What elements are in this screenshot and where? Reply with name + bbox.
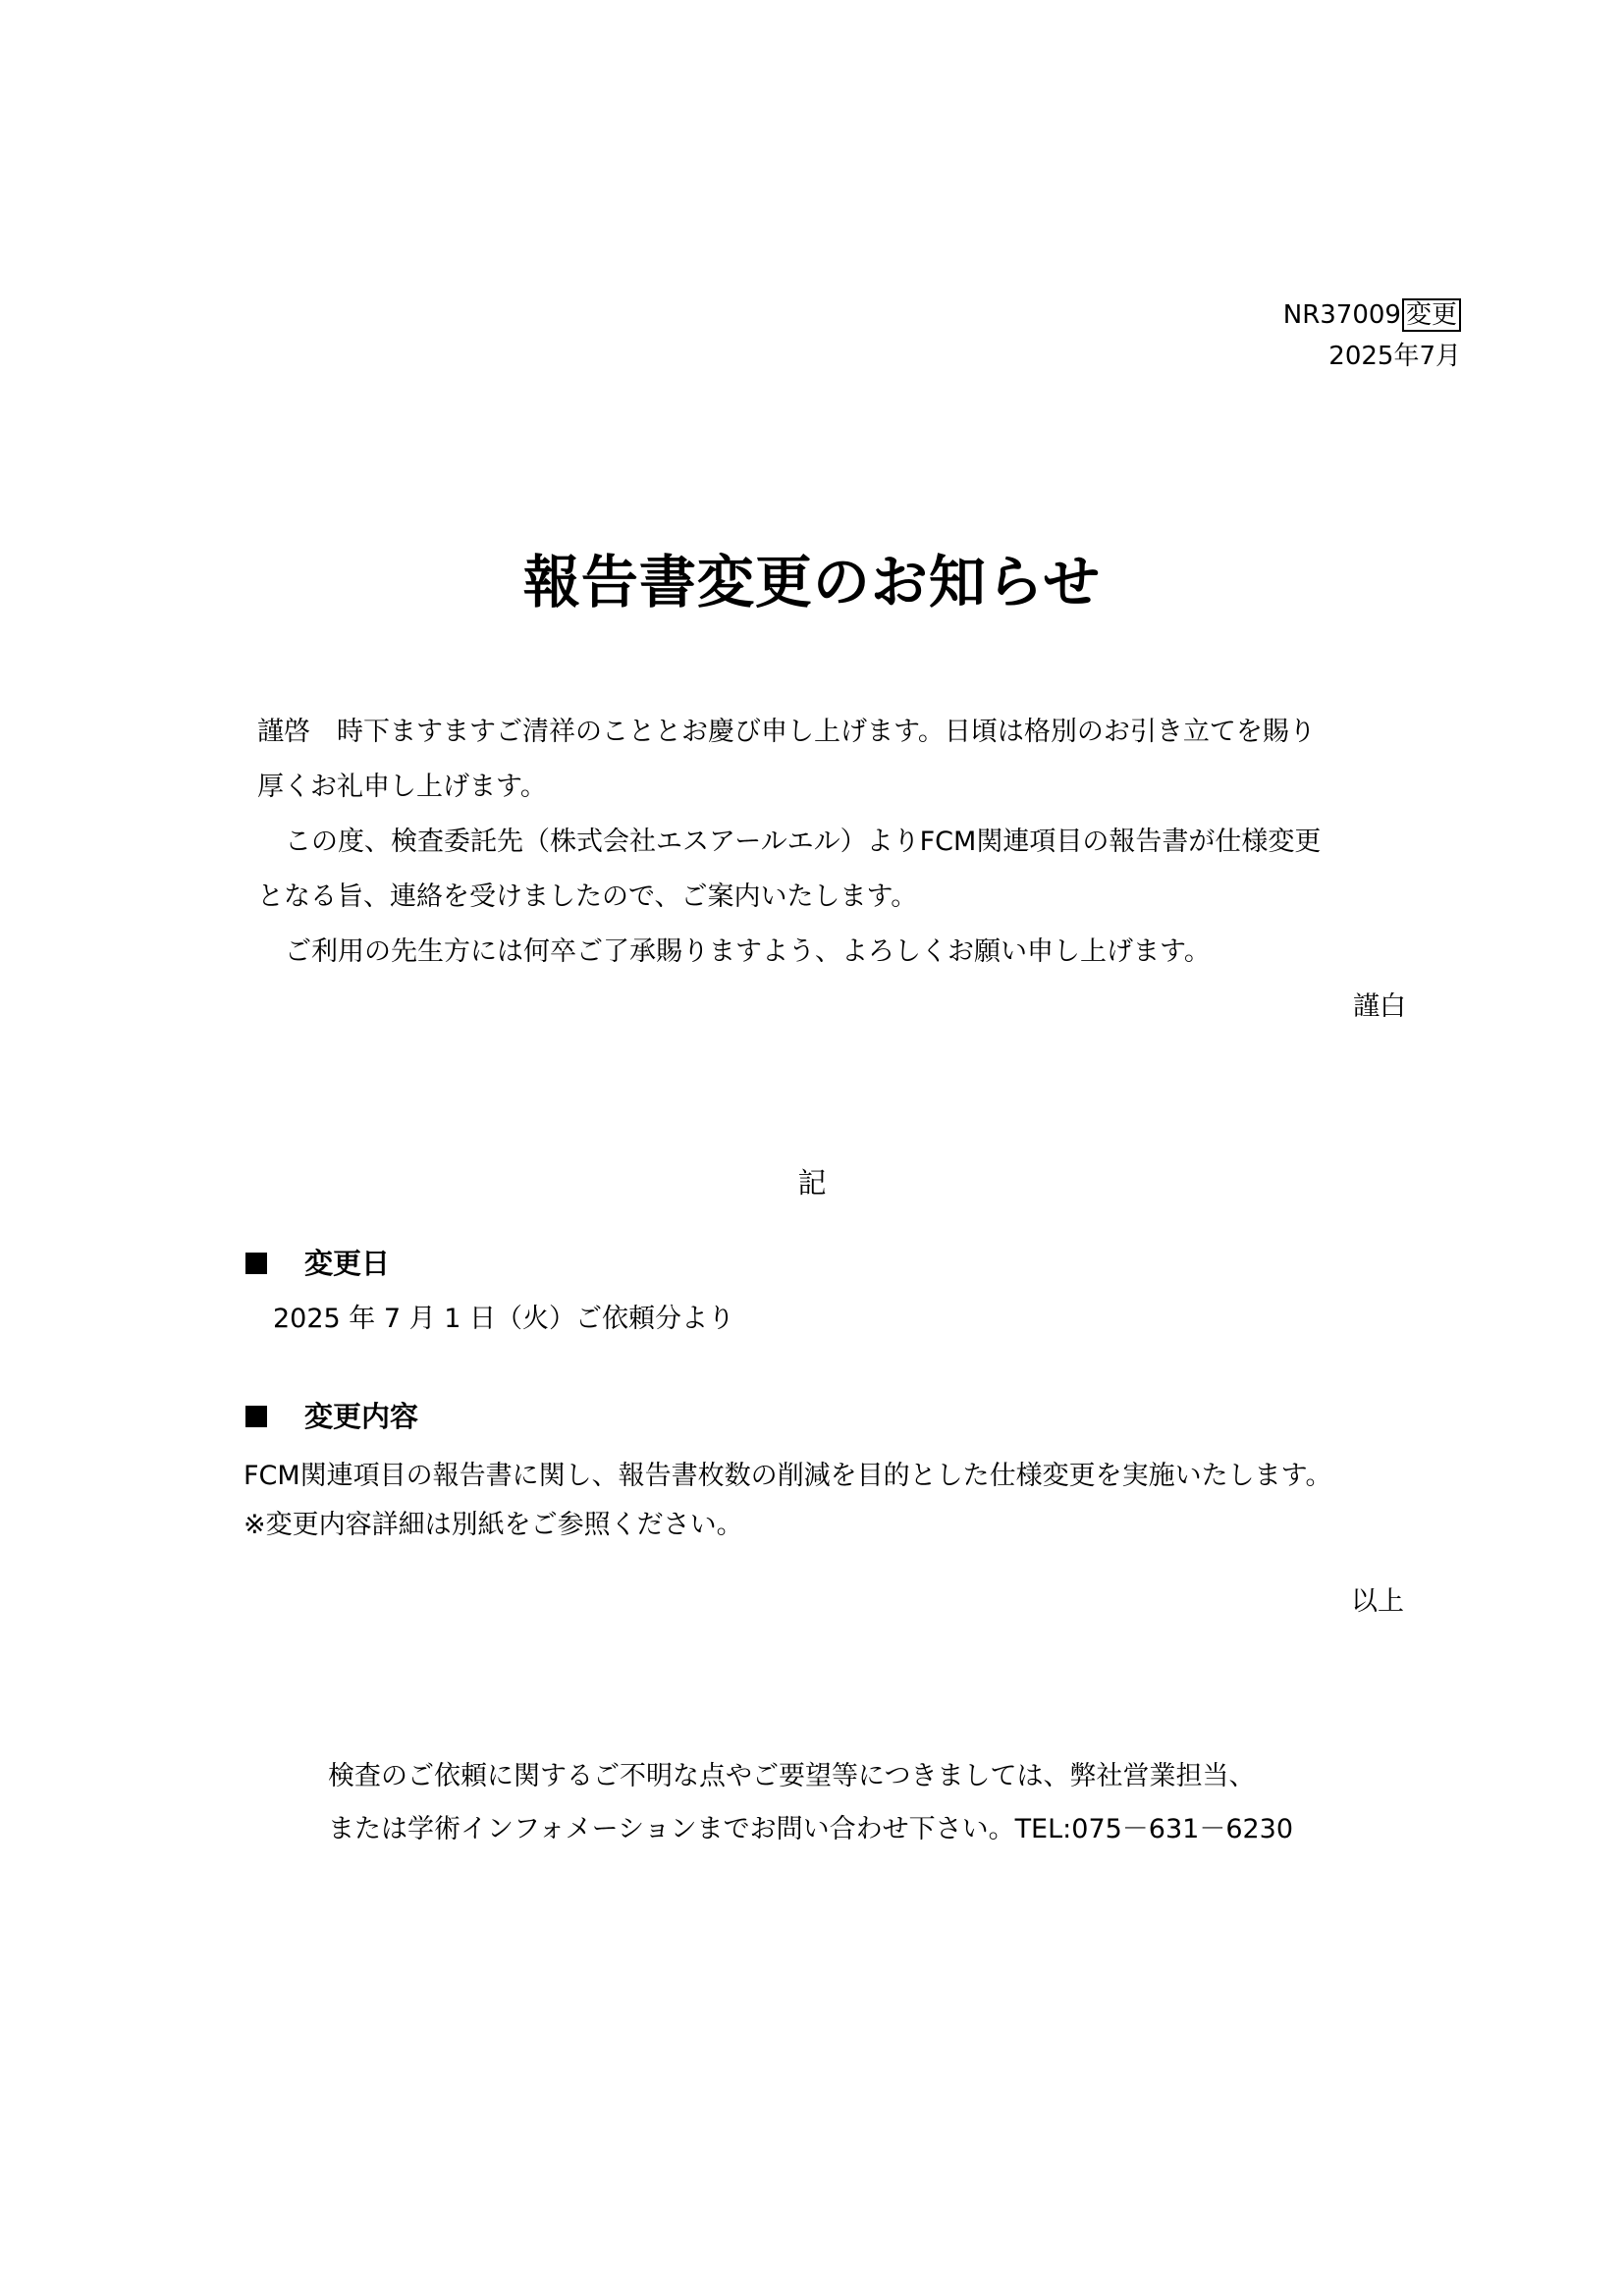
greeting-line-2: 厚くお礼申し上げます。 xyxy=(257,772,547,802)
section-heading-text: 変更内容 xyxy=(304,1400,419,1433)
ki-mark: 記 xyxy=(797,1166,827,1200)
change-stamp-box: 変更 xyxy=(1402,298,1461,332)
notice-line-1: この度、検査委託先（株式会社エスアールエル）よりFCM関連項目の報告書が仕様変更 xyxy=(285,827,1322,857)
document-code-number: NR37009 xyxy=(1282,300,1401,330)
end-mark: 以上 xyxy=(1351,1586,1404,1617)
closing-word: 謹白 xyxy=(1353,991,1406,1022)
document-code xyxy=(1283,298,1461,332)
contact-note-line-2: または学術インフォメーションまでお問い合わせ下さい。TEL:075－631－6230 xyxy=(328,1814,1294,1844)
request-line: ご利用の先生方には何卒ご了承賜りますよう、よろしくお願い申し上げます。 xyxy=(285,936,1211,967)
square-bullet-icon xyxy=(245,1406,267,1427)
square-bullet-icon xyxy=(245,1253,267,1274)
section-heading-change-content xyxy=(245,1398,418,1435)
section-heading-text: 変更日 xyxy=(304,1247,391,1280)
change-content-line-2: ※変更内容詳細は別紙をご参照ください。 xyxy=(244,1510,743,1540)
change-date-text: 2025 年 7 月 1 日（火）ご依頼分より xyxy=(273,1304,734,1334)
document-date: 2025年7月 xyxy=(1328,342,1461,371)
change-content-line-1: FCM関連項目の報告書に関し、報告書枚数の削減を目的とした仕様変更を実施いたします。 xyxy=(244,1461,1332,1491)
page-title: 報告書変更のお知らせ xyxy=(522,549,1102,615)
contact-note-line-1: 検査のご依頼に関するご不明な点やご要望等につきましては、弊社営業担当、 xyxy=(328,1761,1256,1791)
greeting-line-1: 謹啓 時下ますますご清祥のこととお慶び申し上げます。日頃は格別のお引き立てを賜り xyxy=(257,717,1316,747)
section-heading-change-date xyxy=(245,1245,390,1282)
notice-line-2: となる旨、連絡を受けましたので、ご案内いたします。 xyxy=(257,881,918,912)
